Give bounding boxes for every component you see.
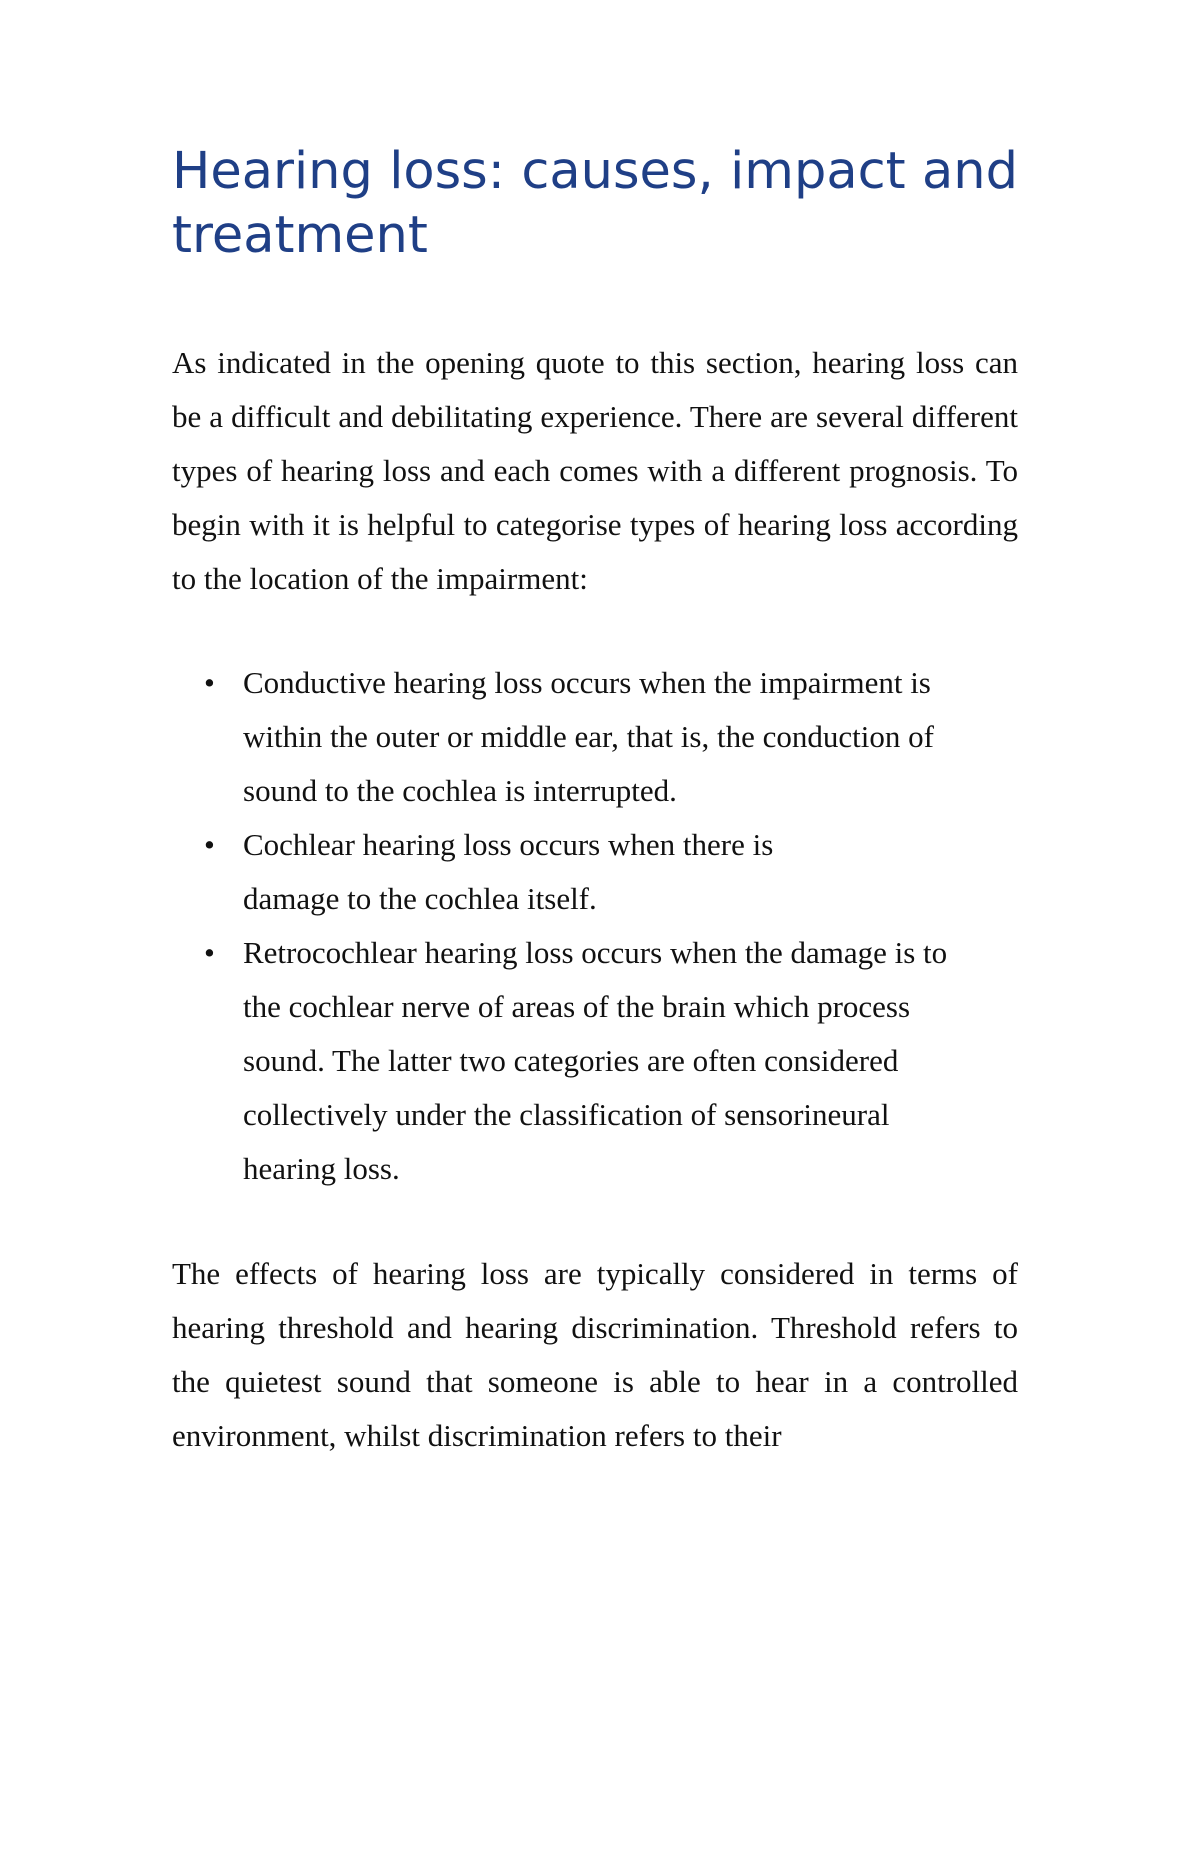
list-item-retrocochlear <box>172 926 1018 1196</box>
list-item-cochlear <box>172 818 1018 926</box>
intro-paragraph: As indicated in the opening quote to this section, hearing loss can be a difficult and debilitating experience. There are several different types of hearing loss and each comes with a different prognosis. To begin with it is helpful to categorise types of hearing loss according to the location of the impairment: <box>172 345 1018 596</box>
list-item-text: Cochlear hearing loss occurs when there is damage to the cochlea itself. <box>243 827 774 916</box>
bullet-icon: • <box>204 665 215 700</box>
list-item-text: Conductive hearing loss occurs when the impairment is within the outer or middle ear, that is, the conduction of sound to the cochlea is interrupted. <box>243 665 934 808</box>
bullet-icon: • <box>204 827 215 862</box>
document-page <box>172 140 1018 1463</box>
hearing-loss-types-list <box>172 656 1018 1196</box>
bullet-icon: • <box>204 935 215 970</box>
document-title: Hearing loss: causes, impact and treatment <box>172 142 1018 265</box>
effects-paragraph: The effects of hearing loss are typically considered in terms of hearing threshold and hearing discrimination. Threshold refers to the quietest sound that someone is able to hear in a controlled environment, whilst discrimination refers to their <box>172 1256 1018 1453</box>
list-item-conductive <box>172 656 1018 818</box>
list-item-text: Retrocochlear hearing loss occurs when the damage is to the cochlear nerve of areas of the brain which process sound. The latter two categories are often considered collectively under the classification of sensorineural hearing loss. <box>243 935 948 1186</box>
